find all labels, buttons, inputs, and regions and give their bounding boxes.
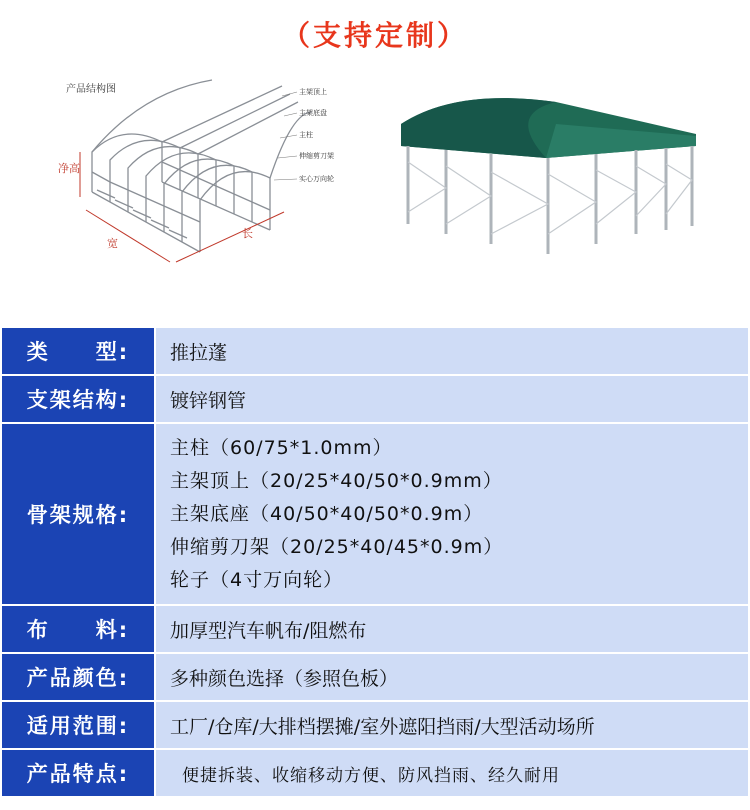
spec-row-frame-structure: [1, 375, 749, 423]
callout-leaders: [274, 92, 297, 180]
spec-label-color: 产品颜色:: [1, 653, 155, 701]
height-label: 净高: [58, 162, 80, 175]
spec-row-color: [1, 653, 749, 701]
spec-line-main-column: 主柱（60/75*1.0mm）: [170, 436, 393, 459]
spec-value-type: 推拉蓬: [155, 327, 749, 375]
spec-line-top-frame: 主架顶上（20/25*40/50*0.9mm）: [170, 469, 503, 492]
spec-row-frame-specs: [1, 423, 749, 605]
width-label: 宽: [107, 237, 118, 250]
canopy-legs: [408, 146, 692, 254]
spec-label-type: 类 型:: [1, 327, 155, 375]
spec-row-type: [1, 327, 749, 375]
spec-row-features: [1, 749, 749, 797]
spec-label-frame-structure: 支架结构:: [1, 375, 155, 423]
canopy-cross-braces: [408, 162, 692, 234]
length-label: 长: [242, 227, 253, 240]
frame-arches: [92, 80, 312, 252]
spec-value-features: 便捷拆装、收缩移动方便、防风挡雨、经久耐用: [155, 749, 749, 797]
spec-row-applications: [1, 701, 749, 749]
spec-label-frame-specs: 骨架规格:: [1, 423, 155, 605]
spec-value-fabric: 加厚型汽车帆布/阻燃布: [155, 605, 749, 653]
spec-line-base-frame: 主架底座（40/50*40/50*0.9m）: [170, 502, 484, 525]
spec-table: [0, 326, 750, 798]
spec-value-frame-structure: 镀锌钢管: [155, 375, 749, 423]
canopy-product-image: [396, 84, 696, 259]
spec-value-applications: 工厂/仓库/大排档摆摊/室外遮阳挡雨/大型活动场所: [155, 701, 749, 749]
structure-diagram: [52, 72, 372, 272]
callout-scissor-frame: 伸缩剪刀架: [299, 152, 334, 160]
spec-label-features: 产品特点:: [1, 749, 155, 797]
callout-caster-wheel: 实心万向轮: [299, 175, 334, 183]
spec-row-fabric: [1, 605, 749, 653]
spec-line-wheels: 轮子（4寸万向轮）: [170, 568, 344, 591]
callout-main-column: 主柱: [299, 131, 313, 139]
callout-base-frame: 主架底盘: [299, 109, 327, 117]
spec-value-frame-specs: [155, 423, 749, 605]
spec-value-color: 多种颜色选择（参照色板）: [155, 653, 749, 701]
spec-line-scissor-frame: 伸缩剪刀架（20/25*40/45*0.9m）: [170, 535, 504, 558]
callout-top-frame: 主架顶上: [299, 88, 327, 96]
spec-label-applications: 适用范围:: [1, 701, 155, 749]
page-title: （支持定制）: [281, 19, 468, 52]
diagram-title: 产品结构图: [66, 84, 116, 95]
spec-label-fabric: 布 料:: [1, 605, 155, 653]
